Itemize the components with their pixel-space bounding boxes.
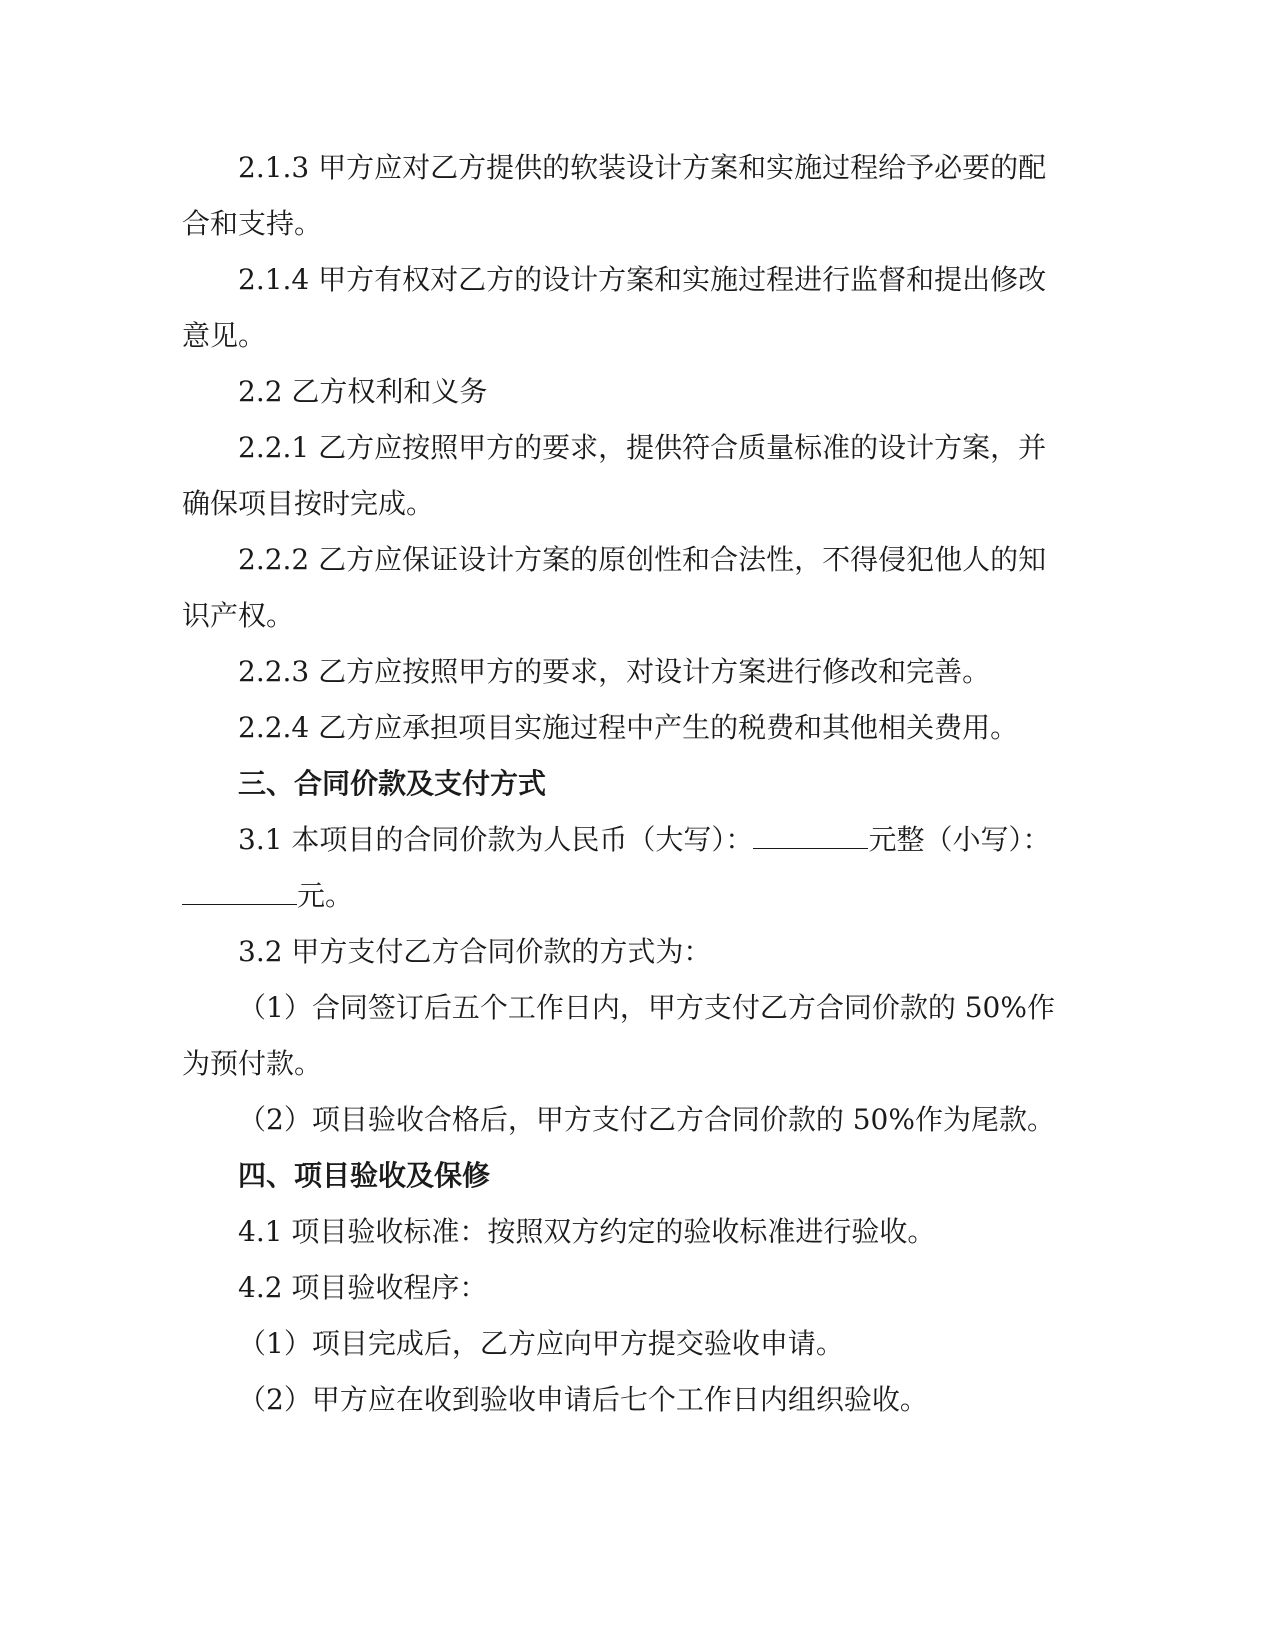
price-text-2: 元整（小写）：: [868, 823, 1051, 856]
document-body: [182, 140, 1062, 1428]
procedure-item-1: （1）项目完成后，乙方应向甲方提交验收申请。: [238, 1327, 844, 1360]
clause-3-2: 3.2 甲方支付乙方合同价款的方式为：: [238, 935, 712, 968]
clause-3-1: [182, 812, 1062, 924]
clause-2-2-heading: 2.2 乙方权利和义务: [238, 375, 488, 408]
price-text-3: 元。: [297, 879, 354, 912]
payment-item-1: （1）合同签订后五个工作日内，甲方支付乙方合同价款的 50%作为预付款。: [182, 991, 1055, 1080]
clause-2-2-3: 2.2.3 乙方应按照甲方的要求，对设计方案进行修改和完善。: [238, 655, 991, 688]
payment-item-2: （2）项目验收合格后，甲方支付乙方合同价款的 50%作为尾款。: [238, 1103, 1055, 1136]
price-uppercase-blank[interactable]: [753, 820, 868, 849]
clause-2-1-4: 2.1.4 甲方有权对乙方的设计方案和实施过程进行监督和提出修改意见。: [182, 263, 1047, 352]
price-lowercase-blank[interactable]: [182, 876, 297, 905]
clause-2-2-2: 2.2.2 乙方应保证设计方案的原创性和合法性，不得侵犯他人的知识产权。: [182, 543, 1047, 632]
clause-2-2-1: 2.2.1 乙方应按照甲方的要求，提供符合质量标准的设计方案，并确保项目按时完成。: [182, 431, 1047, 520]
clause-4-1: 4.1 项目验收标准：按照双方约定的验收标准进行验收。: [238, 1215, 936, 1248]
clause-2-1-3: 2.1.3 甲方应对乙方提供的软装设计方案和实施过程给予必要的配合和支持。: [182, 151, 1047, 240]
section-3-heading: 三、合同价款及支付方式: [238, 767, 547, 800]
price-text-1: 3.1 本项目的合同价款为人民币（大写）：: [238, 823, 754, 856]
section-4-heading: 四、项目验收及保修: [238, 1159, 491, 1192]
procedure-item-2: （2）甲方应在收到验收申请后七个工作日内组织验收。: [238, 1383, 928, 1416]
clause-4-2: 4.2 项目验收程序：: [238, 1271, 488, 1304]
clause-2-2-4: 2.2.4 乙方应承担项目实施过程中产生的税费和其他相关费用。: [238, 711, 1019, 744]
